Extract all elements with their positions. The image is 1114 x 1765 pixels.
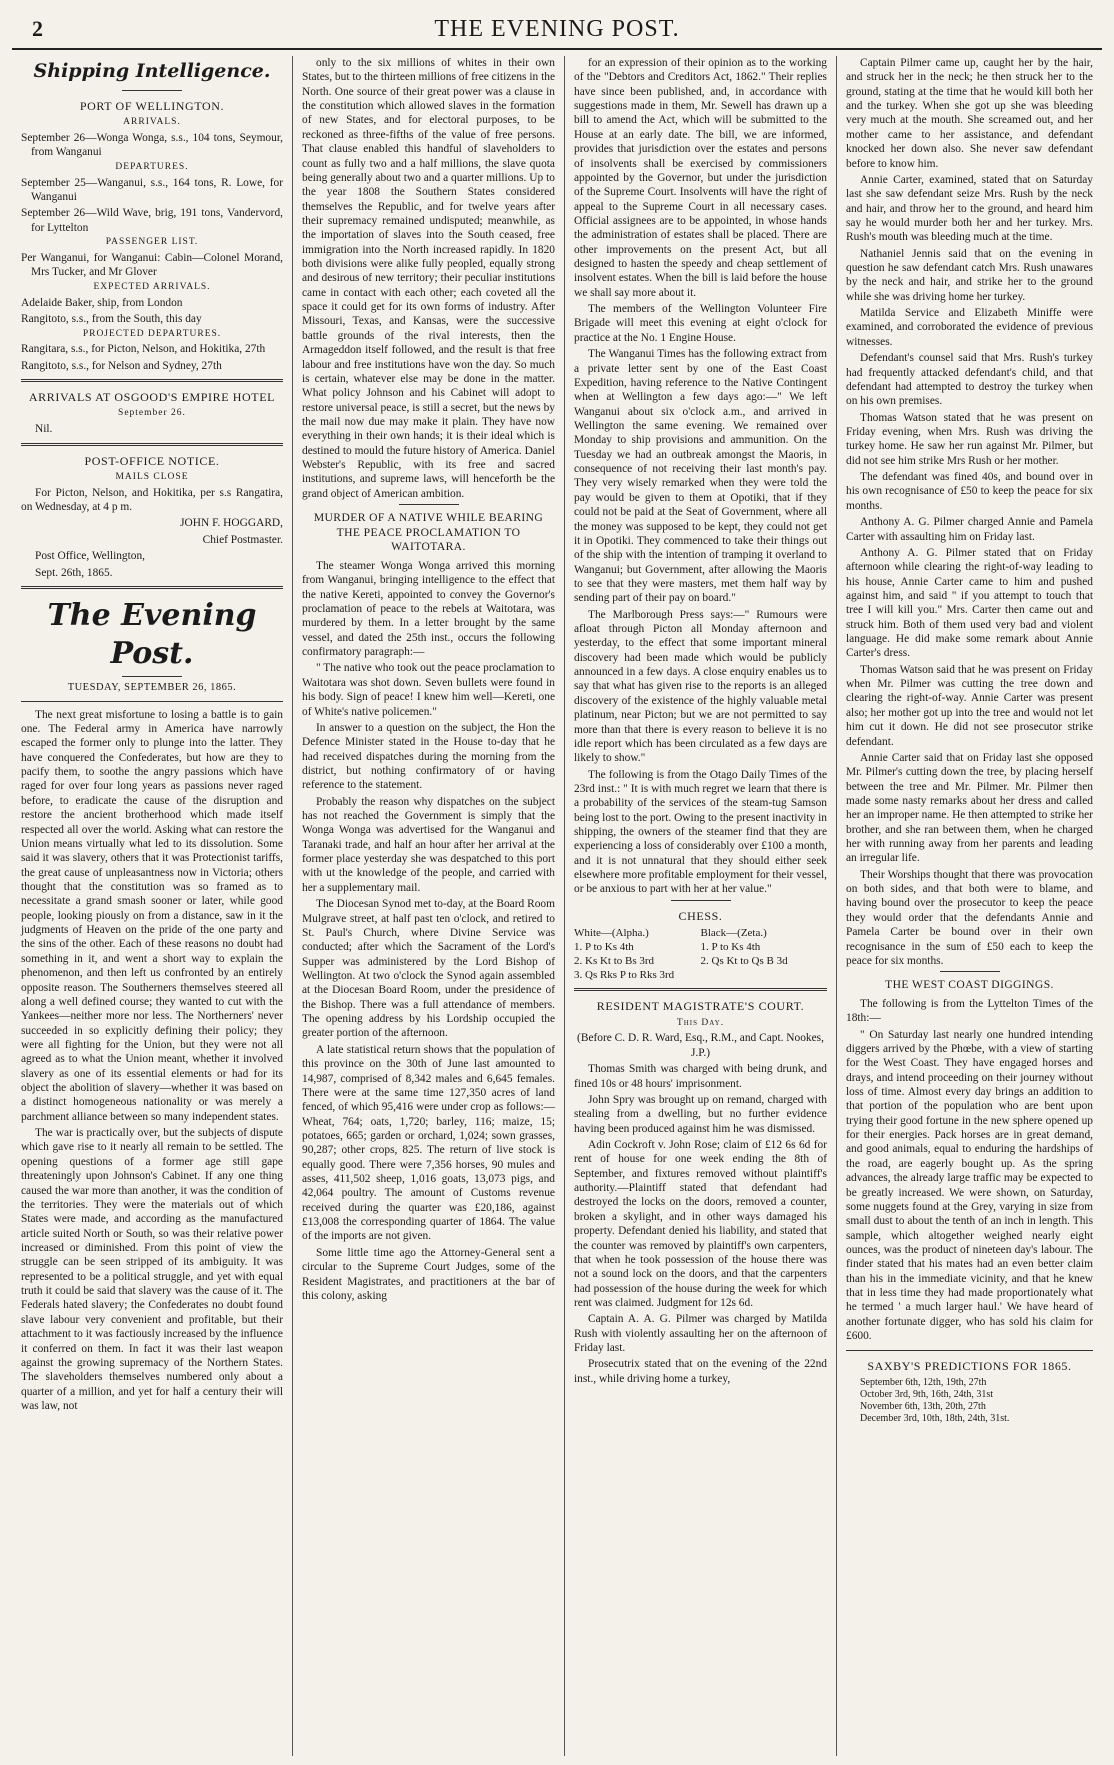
paper-name: THE EVENING POST. [434, 16, 680, 42]
chess-title: CHESS. [678, 908, 723, 923]
chess-move: 2. Ks Kt to Bs 3rd [574, 954, 655, 967]
diggings-title: THE WEST COAST DIGGINGS. [885, 978, 1054, 992]
dateline: TUESDAY, SEPTEMBER 26, 1865. [67, 682, 237, 694]
court-before: (Before C. D. R. Ward, Esq., R.M., and Capt. Nookes, J.P.) [577, 1032, 824, 1059]
expected-label: EXPECTED ARRIVALS. [93, 281, 211, 292]
court-paragraph: Thomas Smith was charged with being drunk, and fined 10s or 48 hours' imprisonment. [574, 1063, 827, 1090]
divider [21, 586, 283, 589]
saxby-line: October 3rd, 9th, 16th, 24th, 31st [860, 1388, 994, 1400]
court-paragraph: Annie Carter, examined, stated that on Saturday last she saw defendant seize Mrs. Rush by the neck and hair, and throw her to the ground, and heard him say he would murder both her and her turkey. Mrs. Rush's mouth was bleeding much at the time. [846, 173, 1093, 244]
court-paragraph: Defendant's counsel said that Mrs. Rush's turkey had frequently attacked defendant's child, and that defendant had attempted to destroy the turkey when on his own premises. [846, 352, 1093, 408]
signatory-role: Chief Postmaster. [202, 533, 283, 546]
article-paragraph: The following is from the Otago Daily Times of the 23rd inst.: " It is with much regret we learn that there is a probability of the services of the steam-tug Samson being lost to the port. Owing to the present inactivity in shipping, the owners of the steamer find that they are experiencing a loss of considerably over £100 a month, and it is not unnatural that they should either seek elsewhere more profitable employment for their vessel, or be anxious to part with her at her value." [574, 768, 827, 896]
column-3 [564, 56, 836, 1756]
court-paragraph: Nathaniel Jennis said that on the evening in question he saw defendant catch Mrs. Rush unawares by the neck and hair, and strike her to the ground while she was driving home her turkey. [846, 247, 1093, 303]
hotel-title: ARRIVALS AT OSGOOD'S EMPIRE HOTEL [28, 390, 276, 405]
saxby-line: November 6th, 13th, 20th, 27th [860, 1400, 986, 1412]
editorial-paragraph: only to the six millions of whites in their own States, but to the thirteen millions of free citizens in the North. One source of their great power was a clause in the constitution which allowed slaves in the formation of new States, and for electoral purposes, to be reckoned as three-fifths of the value of free persons. That clause enabled this handful of slaveholders to count as fully two and a half millions, the slave quota being generally about two and a quarter millions. Up to the year 1808 the Southern States considered themselves the Republic, and for twelve years after their supremacy remained undisputed; meanwhile, as the importation of slaves into the South ceased, free immigration into the North increased rapidly. In 1820 both divisions were alike fully peopled, equally strong and desirous of new territory; their peculiar institutions came in contact with each other; each coveted all the space it could get for its own forms of industry. After Missouri, Texas, and Kansas, were the successive battle grounds of the rival interests, then the Armageddon itself followed, and the result is that free labour and free institutions have won the day. So much is certain, whatever else may be done in the matter. What policy Johnson and his Cabinet will adopt to restore universal peace, is still a secret, but the news by the mail now due may make it plain. They have now everything in their own hands; it is their ideal which is destined to mould the future history of America. Daniel Webster's Republic, with its free and sacred institutions, and supreme laws, will henceforth be the grand object of American ambition. [302, 57, 555, 500]
departure-entry: September 25—Wanganui, s.s., 164 tons, R. Lowe, for Wanganui [21, 176, 283, 204]
mails-label: MAILS CLOSE [115, 471, 189, 482]
article-paragraph: The Marlborough Press says:—" Rumours were afloat through Picton all Monday afternoon and yesterday, to the effect that some important mineral discovery had been made which would be publicly announced in a few days. A close enquiry enables us to say that what has given rise to the reports is an alleged discovery of the existence of the highly valuable metal platinum, near Picton; but we are not permitted to say more than that there is every reason to believe it is no idle report which has been circulated as a few days are likely to show." [574, 608, 827, 765]
divider [940, 971, 1000, 972]
court-paragraph: Matilda Service and Elizabeth Miniffe were examined, and corroborated the evidence of previous witnesses. [846, 307, 1093, 348]
court-paragraph: Adin Cockroft v. John Rose; claim of £12 6s 6d for rent of house for one week ending the 8th of September, and fixtures removed without plaintiff's authority.—Plaintiff stated that defendant had destroyed the locks on the doors, removed a counter, broken a skylight, and in other ways damaged his property. Defendant denied his liability, and stated that the counter was removed by plaintiff's own carpenters, that when he took possession of the house there was not a sound lock on the doors, and that the carpenters had possession of the house during the week for which rent was claimed. Judgment for 12s 6d. [574, 1138, 827, 1309]
departures-label: DEPARTURES. [115, 161, 189, 172]
court-paragraph: Their Worships thought that there was provocation on both sides, and that both were to blame, and having bound over the prosecutor to keep the peace they would order that the defendants Annie and Pamela Carter be bound over in their own recognisance in the sum of £50 each to keep the peace for six months. [846, 868, 1093, 967]
editorial-paragraph: The next great misfortune to losing a battle is to gain one. The Federal army in America have narrowly escaped the former only to plunge into the latter. They have conquered the Confederates, but how are they to pacify them, to soothe the angry passions which have raged for over four long years as passions never raged before, to eradicate the cause of the disruption and restore the ancient brotherhood which made itself respected all over the world. Asking what can restore the Union means virtually what led to its dissolution. Some said it was slavery, others that it was Protectionist tariffs, the great cause of unpleasantness now in Victoria; others thought that the constitution was so framed as to necessitate a grand smash sooner or later, while good people, looking piously on from a distance, saw in it the judgments of Heaven on the pride of the one party and the sins of the other. Each of these reasons no doubt had something in it, and went a short way to explain the phenomenon, and then left us confronted by an entirely opposite reason. The Southerners themselves steered all along a well defined course; they wanted to cut with the Yankees—neither more nor less. The Northerners' never succeeded in so explicitly defining their policy; they were all fighting for the Union, but they were not all agreed as to what the Union meant, whether it involved slavery as one of its essential elements or had for its object the abolition of slavery—whether it was based on a distinct homogeneous nationality or was merely a parchment alliance between so many independent states. [21, 708, 283, 1123]
court-day: This Day. [676, 1017, 725, 1028]
nameplate: The Evening Post. [47, 597, 257, 671]
article-paragraph: " The native who took out the peace proclamation to Waitotara was shot down. Seven bullets were found in his body. Sign of peace! I knew him well—Kereti, one of White's native policemen." [302, 662, 555, 718]
article-paragraph: In answer to a question on the subject, the Hon the Defence Minister stated in the House to-day that he had received dispatches during the morning from the district, but nothing confirmatory of or having reference to the statement. [302, 721, 555, 792]
divider [21, 443, 283, 446]
expected-entry: Adelaide Baker, ship, from London [21, 296, 183, 309]
article-paragraph: The Wanganui Times has the following extract from a private letter sent by one of the East Coast Expedition, having reference to the Native Contingent when at Wellington a few days ago:—" We left Wanganui about six o'clock a.m., and arrived in Wellington the same evening. We remained over Monday to ship provisions and ammunition. On the Tuesday we had an outbreak amongst the Maoris, in consequence of not receiving their last month's pay. They very wisely remarked when they were told the pay would be given to them at Opotiki, that if they could not be paid at the Seat of Government, where all the money was supposed to be kept, they could not get it in Opotiki. They commenced to take their things out of the ship with the intention of tramping it overland to Wanganui; but Government, after allowing the Maoris to see that they were masters, met them half way by sending part of their pay on board." [574, 348, 827, 605]
divider [399, 504, 459, 505]
court-paragraph: Prosecutrix stated that on the evening of the 22nd inst., while driving home a turkey, [574, 1358, 827, 1385]
saxby-title: SAXBY'S PREDICTIONS FOR 1865. [867, 1358, 1072, 1373]
shipping-header: Shipping Intelligence. [33, 60, 271, 82]
court-paragraph: Anthony A. G. Pilmer charged Annie and Pamela Carter with assaulting him on Friday last. [846, 516, 1093, 543]
post-office-title: POST-OFFICE NOTICE. [84, 453, 220, 468]
chess-move: 1. P to Ks 4th [574, 940, 634, 953]
court-paragraph: John Spry was brought up on remand, charged with stealing from a dwelling, but no further evidence having been produced against him he was dismissed. [574, 1093, 827, 1135]
divider [122, 676, 182, 677]
article-paragraph: for an expression of their opinion as to the working of the "Debtors and Creditors Act, 1862." Their replies have since been published, and, in accordance with suggestions made in them, Mr. Sewell has drawn up a bill to amend the Act, which will be submitted to the House at an early date. The bill, we are informed, provides that jurisdiction over the estates and persons of insolvents shall be exercised by commissioners appointed by the Governor, but under the jurisdiction of the Supreme Court. Insolvents will have the right of appeal to the Supreme Court in all necessary cases. Official assignees are to be appointed, in whose hands the administration of estates shall be placed. There are other improvements on the present Act, but all designed to hasten the speedy and cheap settlement of insolvent estates. When the bill is laid before the house we shall say more about it. [574, 57, 827, 299]
column-2 [292, 56, 564, 1756]
chess-move: 1. P to Ks 4th [700, 940, 761, 953]
column-1 [12, 56, 292, 1756]
article-paragraph: Some little time ago the Attorney-General sent a circular to the Supreme Court Judges, some of the Resident Magistrates, and practitioners at the bar of this colony, asking [302, 1246, 555, 1302]
projected-label: PROJECTED DEPARTURES. [82, 328, 222, 339]
saxby-line: September 6th, 12th, 19th, 27th [860, 1376, 987, 1388]
column-4 [836, 56, 1102, 1756]
page-number: 2 [32, 16, 43, 41]
divider [122, 90, 182, 91]
chess-black-header: Black—(Zeta.) [700, 926, 767, 939]
court-paragraph: Captain Pilmer came up, caught her by the hair, and struck her in the neck; he then struck her to the ground, stating at the time that he would kill both her and the turkey. When she got up she was bleeding very much at the mouth. She screamed out, and her mother came to her assistance, and defendant knocked her down also. She never saw defendant before to know him. [846, 57, 1093, 170]
divider [21, 379, 283, 382]
chess-moves [574, 927, 827, 982]
editorial-paragraph: The war is practically over, but the subjects of dispute which gave rise to it nearly all remain to be settled. The opening questions of a former age still gape threateningly upon Johnson's Cabinet. If any one thing caused the war more than another, it was the condition of the territories. They were the materials out of which States were made, and according as the manufactured article suited North or South, so was their relative power increased or diminished. From this point of view the struggle can be seen stripped of its ambiguity. It was represented to be a political struggle, and yet with equal truth it could be said that slavery was the cause of it. The Federals hated slavery; the Confederates no doubt found slave labour very convenient and profitable, but their attachment to it was factiously increased by the influence it conferred on them. In fact it was their last weapon against the growing supremacy of the Northern States. The slaveholders themselves numbered only about a quarter of a million, and yet for half a century their will was law, not [21, 1127, 283, 1412]
arrival-entry: September 26—Wonga Wonga, s.s., 104 tons, Seymour, from Wanganui [21, 132, 283, 159]
chess-white-header: White—(Alpha.) [574, 926, 649, 939]
court-paragraph: Anthony A. G. Pilmer stated that on Friday afternoon while clearing the right-of-way leading to his house, Annie Carter came to him and pushed against him, and said " if you attempt to touch that tree I will kill you." Mrs. Carter then came out and struck him. Both of them used very bad and violent language. He did make some remark about Annie Carter's dress. [846, 546, 1093, 660]
passenger-entry: Per Wanganui, for Wanganui: Cabin—Colonel Morand, Mrs Tucker, and Mr Glover [21, 252, 283, 279]
saxby-line: December 3rd, 10th, 18th, 24th, 31st. [860, 1412, 1010, 1424]
departure-entry: September 26—Wild Wave, brig, 191 tons, Vandervord, for Lyttelton [21, 207, 283, 234]
divider [846, 1350, 1093, 1351]
court-paragraph: Thomas Watson said that he was present on Friday when Mr. Pilmer was cutting the tree down and clearing the right-of-way. Annie Carter was present also; her mother got up into the tree and would not let him cut it down. He did not see prosecutor strike defendant. [846, 663, 1093, 748]
article-paragraph: Probably the reason why dispatches on the subject has not reached the Government is simply that the Wonga Wonga was advertised for the Wanganui and Taranaki trade, and half an hour after her arrival at the former place yesterday she was despatched to this port with ut the knowledge of the people, and carried with her a supplementary mail. [302, 795, 555, 894]
article-paragraph: The Diocesan Synod met to-day, at the Board Room Mulgrave street, at half past ten o'clock, and retired to St. Paul's Church, where Divine Service was conducted; after which the Sacrament of the Lord's Supper was administered by the Lord Bishop of Wellington. At two o'clock the Synod again assembled at the Diocesan Board Room, under the presidence of the Bishop. There was a full attendance of members. The opening address by his Lordship occupied the greater portion of the afternoon. [302, 898, 555, 1040]
columns [12, 56, 1102, 1756]
port-title: PORT OF WELLINGTON. [79, 98, 225, 113]
court-paragraph: Thomas Watson stated that he was present on Friday evening, when Mrs. Rush was driving the turkey home. He saw her run against Mr. Pilmer, but did not see him strike Mrs Rush or her mother. [846, 411, 1093, 467]
article-paragraph: A late statistical return shows that the population of this province on the 30th of June last amounted to 14,987, comprised of 8,342 males and 6,645 females. There were at the same time 127,350 acres of land fenced, of which 95,416 were under crop as follows:—Wheat, 764; oats, 1,720; barley, 116; maize, 15; potatoes, 665; garden or orchard, 1,024; sown grasses, 90,287; other crops, 825. The return of live stock is equally good. There were 7,356 horses, 90 mules and asses, 411,502 sheep, 1,016 goats, 13,073 pigs, and 42,064 poultry. The amount of Customs revenue received during the quarter was £20,186, against £13,008 the corresponding quarter of 1864. The value of the imports are not given. [302, 1043, 555, 1243]
divider [21, 701, 283, 702]
divider [574, 988, 827, 991]
court-paragraph: The defendant was fined 40s, and bound over in his own recognisance of £50 to keep the peace for six months. [846, 471, 1093, 512]
signatory: JOHN F. HOGGARD, [180, 517, 283, 530]
article-paragraph: The steamer Wonga Wonga arrived this morning from Wanganui, bringing intelligence to the effect that the native Kereti, appointed to convey the Governor's proclamation of peace to the rebels at Waitotara, was murdered by them. In a letter brought by the same vessel, and dated the 25th inst., occurs the following confirmatory paragraph:— [302, 559, 555, 659]
passenger-label: PASSENGER LIST. [105, 237, 199, 248]
article-paragraph: The members of the Wellington Volunteer Fire Brigade will meet this evening at eight o'clock for practice at the No. 1 Engine House. [574, 303, 827, 344]
expected-entry: Rangitoto, s.s., from the South, this day [21, 313, 202, 326]
court-title: RESIDENT MAGISTRATE'S COURT. [596, 999, 805, 1014]
hotel-date: September 26. [118, 408, 186, 419]
article-paragraph: The following is from the Lyttelton Times of the 18th:— [846, 997, 1093, 1025]
divider [671, 900, 731, 901]
hotel-nil: Nil. [35, 423, 53, 436]
court-paragraph: Captain A. A. G. Pilmer was charged by Matilda Rush with violently assaulting her on the afternoon of Friday last. [574, 1313, 827, 1355]
masthead [12, 8, 1102, 50]
projected-entry: Rangitoto, s.s., for Nelson and Sydney, 27th [21, 359, 222, 372]
arrivals-label: ARRIVALS. [123, 117, 181, 128]
chess-move: 3. Qs Rks P to Rks 3rd [574, 968, 675, 981]
article-paragraph: " On Saturday last nearly one hundred intending diggers arrived by the Phœbe, with a view of starting for the West Coast. They have engaged horses and drays, and intend proceeding on their journey without loss of time. Almost every day brings an addition to that portion of the population who are bent upon trying their good fortune in the new sphere opened up for their energies. Pack horses are in great demand, and good animals, equal to enduring the hardships of the road, are eagerly bought up. As the spring advances, the already large traffic may be expected to be greatly increased. We were shown, on Saturday, some nuggets found at the Grey, varying in size from small dust to about the tenth of an inch in length. This sample, which altogether weighed nearly eight ounces, was the product of nineteen day's labour. The finder stated that his mates had an even better claim than his in the immediate vicinity, and that he knew that in less time they had made proportionately what he termed ' a much larger haul.' We have heard of another fortunate digger, who has sold his claim for £600. [846, 1028, 1093, 1343]
projected-entry: Rangitara, s.s., for Picton, Nelson, and Hokitika, 27th [21, 343, 266, 356]
chess-move: 2. Qs Kt to Qs B 3d [700, 954, 788, 967]
murder-headline: MURDER OF A NATIVE WHILE BEARING THE PEACE PROCLAMATION TO WAITOTARA. [313, 511, 544, 554]
post-office-date: Sept. 26th, 1865. [35, 566, 113, 579]
post-office-place: Post Office, Wellington, [35, 550, 146, 563]
mails-text: For Picton, Nelson, and Hokitika, per s.s Rangatira, on Wednesday, at 4 p m. [21, 486, 283, 514]
court-paragraph: Annie Carter said that on Friday last she opposed Mr. Pilmer's cutting down the tree, by placing herself between the tree and Mr. Pilmer. Mr. Pilmer then made some nasty remarks about her dress and called her an improper name. He then attempted to strike her brother, and she ran between them, when he charged her with running away from her parents and leading an irregular life. [846, 751, 1093, 865]
